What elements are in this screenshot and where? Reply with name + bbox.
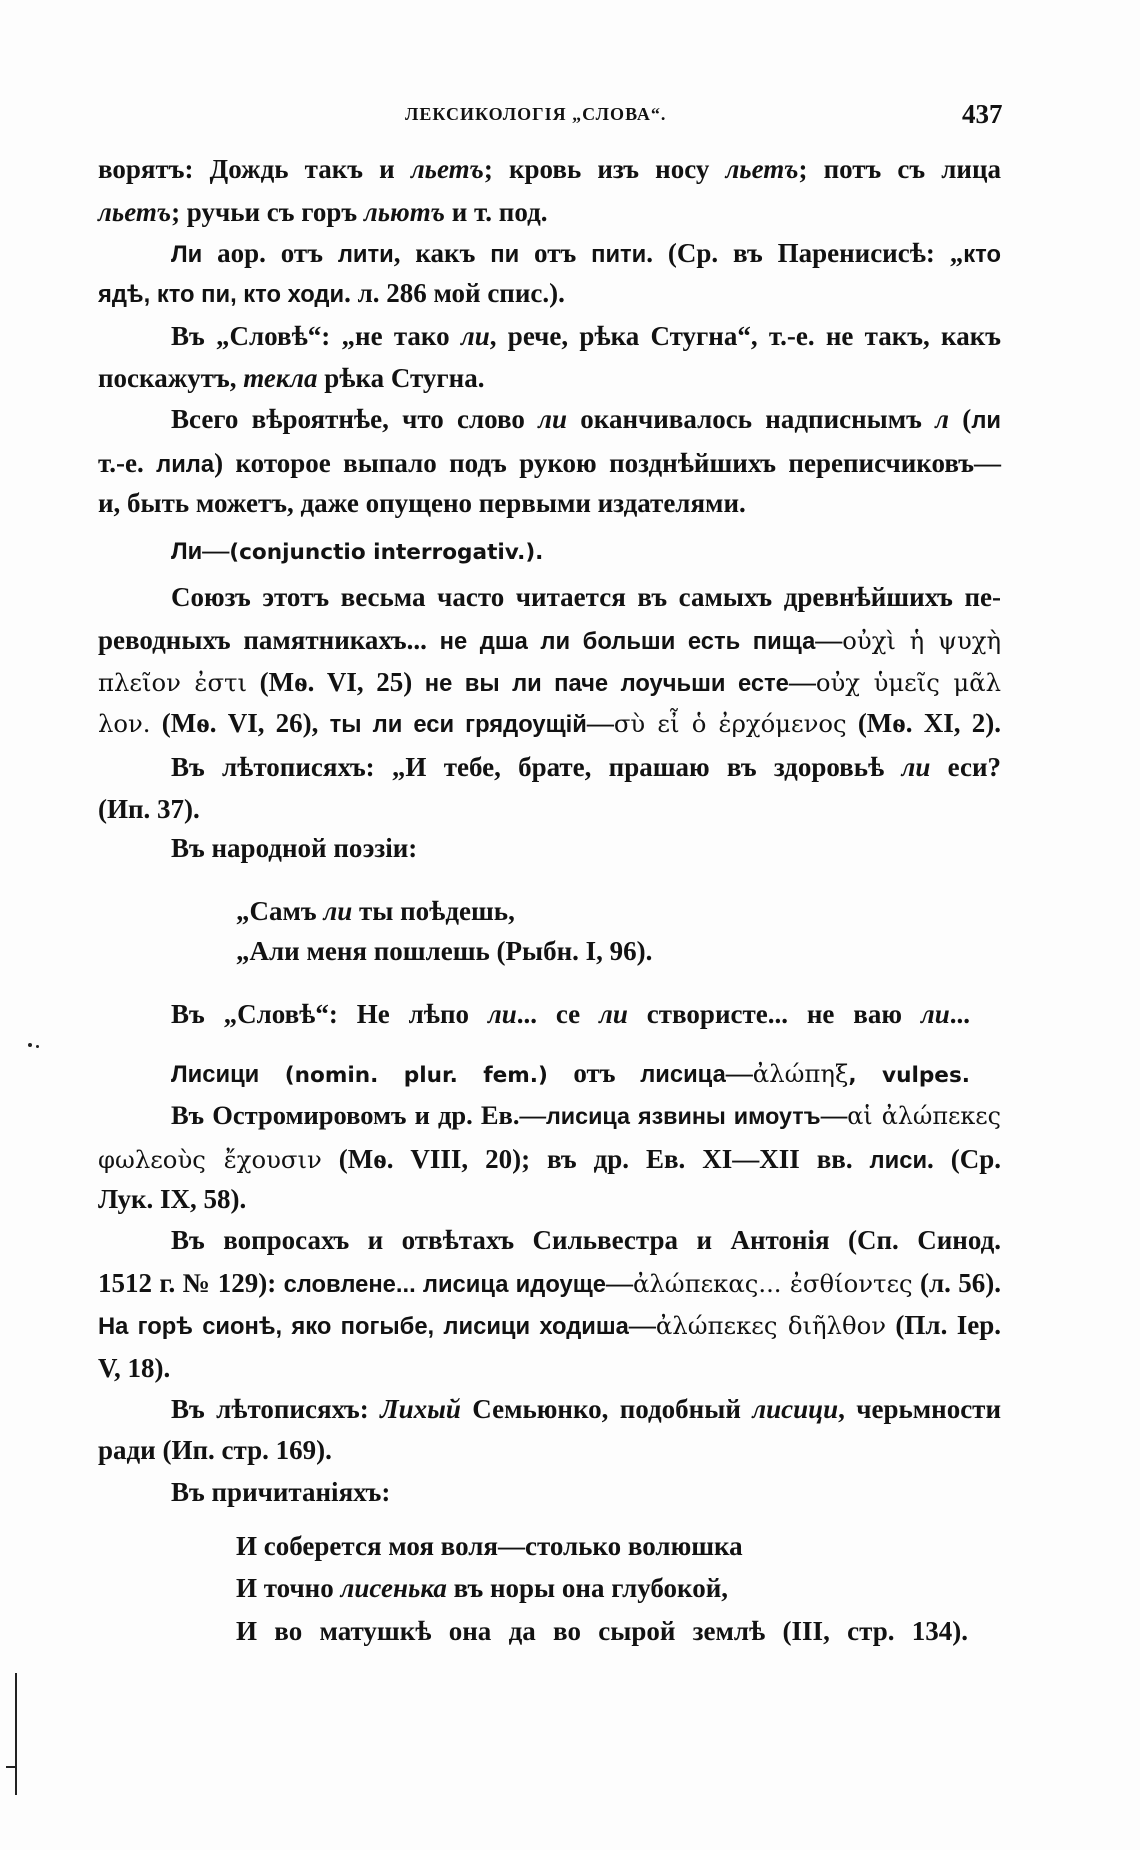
text-span-greek: οὐχ ὑμεῖς μᾶλ [815, 668, 1001, 697]
text-line [98, 661, 1001, 705]
scan-margin-line [15, 1673, 17, 1795]
text-span-slavonic: ли [971, 407, 1001, 434]
text-span-slavonic: лисица [640, 1061, 726, 1088]
text-span-roman: Семьюнко, подобный [460, 1394, 753, 1424]
text-span-roman: И во матушкѣ она да во сырой землѣ (III, стр. 134). [236, 1616, 968, 1646]
text-span-roman: ; потъ съ лица [798, 154, 1002, 184]
text-span-italic: Лихый [380, 1394, 461, 1424]
text-span-italic: ли [487, 999, 517, 1029]
text-span-roman: , черьмности [838, 1394, 1001, 1424]
text-span-slavonic: лила [156, 451, 215, 478]
text-span-greek: ἀλώπηξ [752, 1059, 849, 1088]
text-span-roman: Въ причитаніяхъ: [171, 1477, 391, 1507]
text-span-slavonic: кто [963, 241, 1002, 268]
text-line [171, 398, 1001, 442]
text-span-roman: „Самъ [236, 896, 324, 926]
text-span-roman: отъ [573, 1058, 641, 1088]
text-span-roman: . (Ср. въ Паренисисѣ: „ [646, 238, 964, 268]
text-span-roman: (Пл. Іер. [886, 1310, 1002, 1340]
text-span-greek: ἀλώπεκας... ἐσθίοντες [632, 1269, 913, 1298]
text-span-roman: Лук. IX, 58). [98, 1184, 247, 1214]
text-line [236, 1567, 1001, 1609]
text-line [98, 788, 1001, 830]
text-span-latin: (nomin. plur. fem.) [259, 1063, 574, 1088]
text-span-italic: текла [243, 363, 318, 393]
text-line [98, 1138, 1001, 1182]
text-span-slavonic: лиси [869, 1147, 928, 1174]
text-line [98, 702, 1001, 746]
text-line [236, 1525, 1001, 1567]
text-span-roman: , рече, рѣка Стугна“, т.-е. не такъ, какъ [489, 321, 1001, 351]
text-span-roman: ради (Ип. стр. 169). [98, 1435, 332, 1465]
text-span-roman: V, 18). [98, 1353, 171, 1383]
text-line [98, 1262, 1001, 1306]
text-span-roman: ) которое выпало подъ рукою позднѣйшихъ переписчиковъ— [214, 448, 1001, 478]
text-span-slavonic: лити [337, 241, 394, 268]
text-span-greek: φωλεοὺς ἔχουσιν [98, 1145, 322, 1174]
text-line [236, 890, 1001, 932]
text-line [171, 1388, 1001, 1430]
text-line [171, 232, 1001, 276]
text-line [171, 1052, 970, 1097]
text-span-slavonic: Ли [171, 538, 203, 565]
text-line [171, 993, 970, 1035]
text-span-roman: т.-е. [98, 448, 157, 478]
text-line [171, 827, 1001, 869]
text-line [98, 1304, 1001, 1348]
text-span-greek: λον. [98, 709, 151, 738]
text-span-roman: Въ Остромировомъ и др. Ев.— [171, 1100, 546, 1130]
scan-speck [36, 1045, 39, 1048]
scan-tick [6, 1766, 15, 1768]
text-span-roman: еси? [930, 752, 1002, 782]
text-line [98, 482, 1001, 524]
text-line [171, 1219, 1001, 1261]
text-span-roman: (Мѳ. VIII, 20); въ др. Ев. XI—XII вв. [321, 1144, 870, 1174]
text-span-roman: (Мѳ. VI, 26), [150, 708, 330, 738]
text-span-italic: льютъ [363, 197, 445, 227]
text-span-roman: ворятъ: Дождь такъ и [98, 154, 411, 184]
text-line [236, 1610, 968, 1652]
text-span-roman: и т. под. [445, 197, 548, 227]
text-span-italic: ли [538, 404, 568, 434]
text-span-roman: — [586, 708, 614, 738]
text-span-roman: Въ вопросахъ и отвѣтахъ Сильвестра и Антонія (Сп. Синод. [171, 1225, 1001, 1255]
text-span-latin: , vulpes. [848, 1063, 971, 1088]
text-span-roman: — [820, 1100, 848, 1130]
text-span-roman: (Ип. 37). [98, 794, 200, 824]
page-number: 437 [962, 99, 1003, 129]
text-span-roman: Союзъ этотъ весьма часто читается въ самыхъ древнѣйшихъ пе- [171, 582, 1001, 612]
text-span-roman: „Али меня пошлешь (Рыбн. I, 96). [236, 936, 653, 966]
text-span-roman: Въ „Словѣ“: „не тако [171, 321, 461, 351]
text-span-roman: Всего вѣроятнѣе, что слово [171, 404, 539, 434]
text-span-slavonic: На горѣ сионѣ, яко погыбе, лисици ходиша [98, 1313, 629, 1340]
text-line [171, 529, 1001, 574]
text-span-slavonic: пи [490, 241, 520, 268]
text-span-italic: лисици [752, 1394, 839, 1424]
text-span-roman: (Мѳ. XI, 2). [846, 708, 1001, 738]
text-span-italic: льетъ [98, 197, 172, 227]
text-span-roman: Въ „Словѣ“: Не лѣпо [171, 999, 488, 1029]
text-span-greek: πλεῖον ἐστι [98, 668, 248, 697]
text-span-slavonic: пити [591, 241, 647, 268]
text-line [171, 576, 1001, 618]
text-span-roman: . (Ср. [927, 1144, 1001, 1174]
text-span-italic: ли [460, 321, 490, 351]
text-span-roman: Въ лѣтописяхъ: „И тебе, брате, прашаю въ здоровьѣ [171, 752, 902, 782]
text-span-slavonic: не вы ли паче лоучьши есте [424, 670, 789, 697]
text-line [171, 1471, 1001, 1513]
text-span-greek: αἱ ἀλώπεκες [847, 1102, 1002, 1130]
text-span-italic: ли [920, 999, 950, 1029]
text-span-roman: ( [949, 404, 972, 434]
text-span-italic: л [935, 404, 950, 434]
text-span-roman: И соберется моя воля—столько волюшка [236, 1531, 743, 1561]
text-span-slavonic: Лисици [171, 1061, 260, 1088]
text-span-roman: ... се [516, 999, 600, 1029]
text-line [98, 1178, 1001, 1220]
text-span-roman: ты поѣдешь, [352, 896, 515, 926]
text-line [98, 1347, 1001, 1389]
text-span-roman: , какъ [393, 238, 491, 268]
text-line [171, 746, 1001, 788]
text-line [98, 191, 1001, 233]
text-line [98, 442, 1001, 486]
text-span-roman: (Мѳ. VI, 25) [247, 667, 425, 697]
text-span-roman: 1512 г. № 129): [98, 1268, 284, 1298]
text-span-slavonic: ядѣ, кто пи, кто ходи [98, 281, 345, 308]
text-line [171, 1094, 1001, 1137]
text-line [98, 619, 1001, 663]
text-span-roman: оканчивалось надписнымъ [567, 404, 936, 434]
text-span-roman: ; ручьи съ горъ [171, 197, 364, 227]
text-span-roman: рѣка Стугна. [317, 363, 485, 393]
text-span-roman: ; кровь изъ носу [483, 154, 726, 184]
text-span-greek: οὐχὶ ἡ ψυχὴ [842, 626, 1001, 655]
text-span-roman: ... [949, 999, 970, 1029]
text-span-roman: въ норы она глубокой, [446, 1573, 729, 1603]
text-line [98, 272, 1001, 316]
text-span-greek: ἀλώπεκες διῆλθον [655, 1311, 886, 1340]
text-line [98, 357, 1001, 399]
text-span-roman: — [202, 535, 230, 565]
text-span-roman: отъ [519, 238, 592, 268]
text-span-slavonic: словлене... лисица идоуще [283, 1271, 606, 1298]
text-span-italic: льетъ [725, 154, 799, 184]
text-line [98, 148, 1001, 190]
text-span-roman: реводныхъ памятникахъ... [98, 625, 440, 655]
text-span-slavonic: не дша ли больши есть пища [439, 628, 816, 655]
text-span-slavonic: лисица язвины имоутъ [546, 1103, 821, 1129]
text-span-roman: аор. отъ [202, 238, 338, 268]
text-span-slavonic: Ли [171, 241, 203, 268]
text-span-greek: σὺ εἶ ὁ ἐρχόμενος [613, 709, 847, 738]
scan-speck [28, 1043, 32, 1047]
text-span-roman: поскажутъ, [98, 363, 244, 393]
text-span-italic: лисенька [340, 1573, 447, 1603]
text-span-roman: — [815, 625, 843, 655]
text-span-roman: — [725, 1058, 753, 1088]
text-span-roman: Въ народной поэзіи: [171, 833, 418, 863]
text-line [236, 930, 1001, 972]
text-span-roman: — [628, 1310, 656, 1340]
text-span-italic: льетъ [410, 154, 484, 184]
text-span-roman: и, быть можетъ, даже опущено первыми издателями. [98, 488, 746, 518]
text-span-roman: И точно [236, 1573, 341, 1603]
text-line [98, 1429, 1001, 1471]
text-line [171, 315, 1001, 357]
text-span-italic: ли [323, 896, 353, 926]
text-span-roman: створисте... не ваю [627, 999, 921, 1029]
text-span-roman: . л. 286 мой спис.). [344, 278, 565, 308]
text-span-italic: ли [599, 999, 628, 1029]
text-span-slavonic: ты ли еси грядоущій [329, 711, 587, 738]
text-span-roman: — [605, 1268, 633, 1298]
text-span-latin: (conjunctio interrogativ.). [229, 540, 544, 565]
text-span-roman: Въ лѣтописяхъ: [171, 1394, 381, 1424]
text-span-roman: — [788, 667, 816, 697]
running-header: ЛЕКСИКОЛОГІЯ „СЛОВА“. [405, 104, 667, 124]
text-span-roman: (л. 56). [912, 1268, 1001, 1298]
text-span-italic: ли [901, 752, 931, 782]
